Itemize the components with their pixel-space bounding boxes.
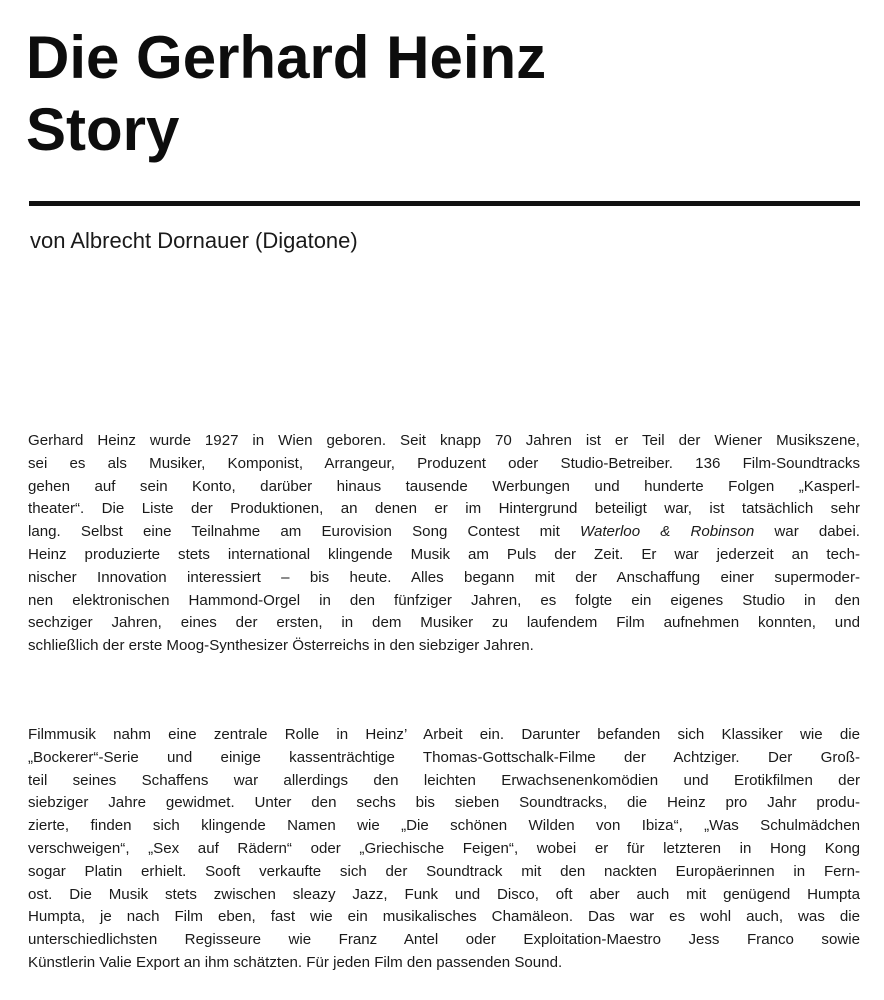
title-line: Story (26, 96, 180, 163)
text-segment: war dabei. (754, 523, 861, 541)
text-line: ost. Die Musik stets zwischen sleazy Jazz, Funk und Disco, oft aber auch mit genügend Humpta (28, 885, 860, 903)
text-line: verschweigen“, „Sex auf Rädern“ oder „Griechische Feigen“, wobei er für letzteren in Hong Kong (28, 839, 860, 857)
text-line: sei es als Musiker, Komponist, Arrangeur, Produzent oder Studio-Betreiber. 136 Film-Soundtracks (28, 454, 860, 472)
paragraph-1 (28, 430, 860, 658)
title-line: Die Gerhard Heinz (26, 24, 547, 91)
text-line: theater“. Die Liste der Produktionen, an denen er im Hintergrund beteiligt war, ist tatsächlich sehr (28, 500, 860, 518)
text-line: Filmmusik nahm eine zentrale Rolle in Heinz’ Arbeit ein. Darunter befanden sich Klassiker wie die (28, 726, 860, 743)
text-line: Gerhard Heinz wurde 1927 in Wien geboren. Seit knapp 70 Jahren ist er Teil der Wiener Musikszene, (28, 432, 860, 449)
text-line: teil seines Schaffens war allerdings den leichten Erwachsenenkomödien und Erotikfilmen der (28, 771, 860, 789)
text-line: nen elektronischen Hammond-Orgel in den fünfziger Jahren, es folgte ein eigenes Studio in den (28, 591, 860, 609)
text-line: zierte, finden sich klingende Namen wie „Die schönen Wilden von Ibiza“, „Was Schulmädchen (28, 817, 860, 835)
title-divider (29, 201, 860, 206)
text-line: unterschiedlichsten Regisseure wie Franz Antel oder Exploitation-Maestro Jess Franco sowie (28, 931, 860, 949)
text-line: Humpta, je nach Film eben, fast wie ein musikalisches Chamäleon. Das war es wohl auch, was die (28, 908, 860, 926)
text-line: sechziger Jahren, eines der ersten, in dem Musiker zu laufendem Film aufnehmen konnten, und (28, 614, 860, 632)
song-title-italic: Waterloo & Robinson (579, 523, 755, 541)
text-line: schließlich der erste Moog-Synthesizer Österreichs in den siebziger Jahren. (28, 637, 534, 655)
text-line-mixed (28, 521, 860, 544)
text-line: sogar Platin erhielt. Sooft verkaufte sich der Soundtrack mit den nackten Europäerinnen in Fern- (28, 862, 860, 880)
text-line: gehen auf sein Konto, darüber hinaus tausende Werbungen und hunderte Folgen „Kasperl- (28, 477, 860, 495)
article-title (26, 22, 846, 166)
paragraph-2 (28, 724, 860, 975)
text-segment: lang. Selbst eine Teilnahme am Eurovision Song Contest mit (28, 523, 580, 541)
text-line: Künstlerin Valie Export an ihm schätzten. Für jeden Film den passenden Sound. (28, 953, 563, 971)
text-line: nischer Innovation interessiert – bis heute. Alles begann mit der Anschaffung einer supermoder- (28, 568, 860, 586)
text-line: „Bockerer“-Serie und einige kassenträchtige Thomas-Gottschalk-Filme der Achtziger. Der Groß- (28, 748, 860, 766)
text-line: siebziger Jahre gewidmet. Unter den sechs bis sieben Soundtracks, die Heinz pro Jahr produ- (28, 794, 860, 812)
text-line: Heinz produzierte stets international klingende Musik am Puls der Zeit. Er war jederzeit an tech- (28, 545, 860, 563)
byline: von Albrecht Dornauer (Digatone) (30, 228, 358, 253)
